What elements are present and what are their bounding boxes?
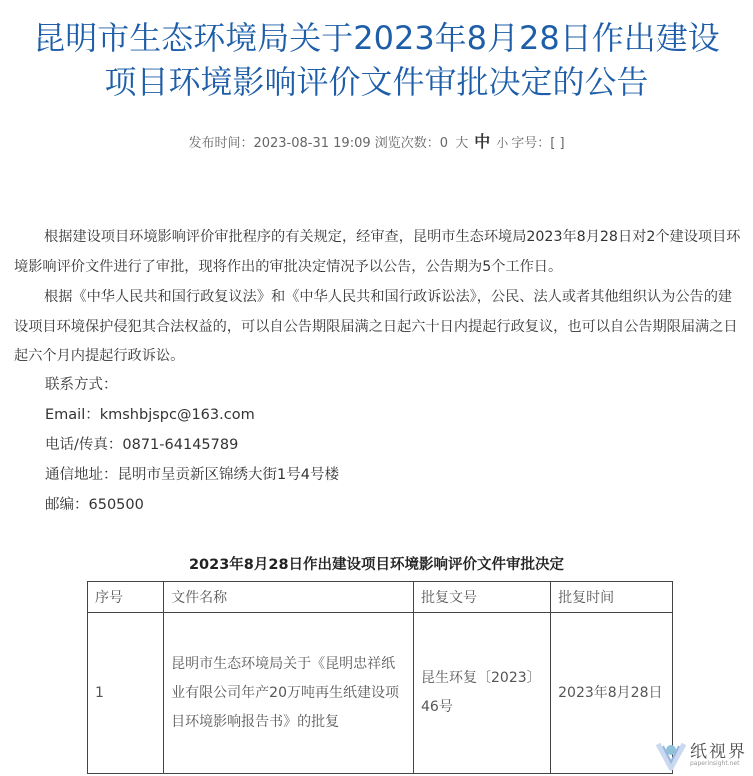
font-size-large-button[interactable]: 大	[455, 136, 469, 151]
contact-heading: 联系方式：	[45, 377, 118, 393]
views-count: 0	[439, 136, 449, 151]
publish-time: 2023-08-31 19:09	[253, 136, 371, 151]
cell-approval-date: 2023年8月28日	[551, 613, 673, 774]
header-doc-number: 批复文号	[414, 582, 551, 613]
watermark-logo-icon	[654, 738, 688, 772]
views-label: 浏览次数：	[374, 136, 440, 151]
article-meta	[0, 130, 753, 156]
watermark-subtext: paperinsight.net	[690, 760, 740, 767]
cell-serial: 1	[88, 613, 164, 774]
table-row	[88, 613, 673, 774]
font-size-small-button[interactable]: 小	[496, 136, 509, 150]
page-title-line-2: 项目环境影响评价文件审批决定的公告	[104, 63, 649, 101]
font-size-label: 字号：	[511, 136, 551, 151]
font-size-medium-button[interactable]: 中	[474, 132, 491, 151]
header-approval-date: 批复时间	[551, 582, 673, 613]
table-caption: 2023年8月28日作出建设项目环境影响评价文件审批决定	[188, 557, 565, 573]
cell-file-name: 昆明市生态环境局关于《昆明忠祥纸业有限公司年产20万吨再生纸建设项目环境影响报告书》的批复	[164, 613, 414, 774]
body-paragraph-1: 根据建设项目环境影响评价审批程序的有关规定，经审查，昆明市生态环境局2023年8月28日对2个建设项目环境影响评价文件进行了审批，现将作出的审批决定情况予以公告，公告期为5个工作日。	[14, 229, 741, 275]
header-file-name: 文件名称	[164, 582, 414, 613]
font-size-bracket: [ ]	[550, 136, 565, 151]
approval-table	[87, 581, 673, 774]
contact-address: 通信地址：昆明市呈贡新区锦绣大街1号4号楼	[45, 467, 339, 483]
publish-label: 发布时间：	[188, 136, 254, 151]
cell-doc-number: 昆生环复〔2023〕46号	[414, 613, 551, 774]
page-title-line-1: 昆明市生态环境局关于2023年8月28日作出建设	[33, 19, 720, 57]
table-header-row	[88, 582, 673, 613]
contact-phone: 电话/传真：0871-64145789	[45, 437, 239, 453]
body-paragraph-2: 根据《中华人民共和国行政复议法》和《中华人民共和国行政诉讼法》，公民、法人或者其他组织认为公告的建设项目环境保护侵犯其合法权益的，可以自公告期限届满之日起六十日内提起行政复议，也可以自公告期限届满之日起六个月内提起行政诉讼。	[14, 289, 738, 364]
contact-email: Email：kmshbjspc@163.com	[45, 407, 255, 423]
contact-postcode: 邮编：650500	[45, 497, 144, 513]
watermark-text: 纸视界	[690, 742, 747, 762]
watermark	[652, 736, 752, 776]
header-serial: 序号	[88, 582, 164, 613]
